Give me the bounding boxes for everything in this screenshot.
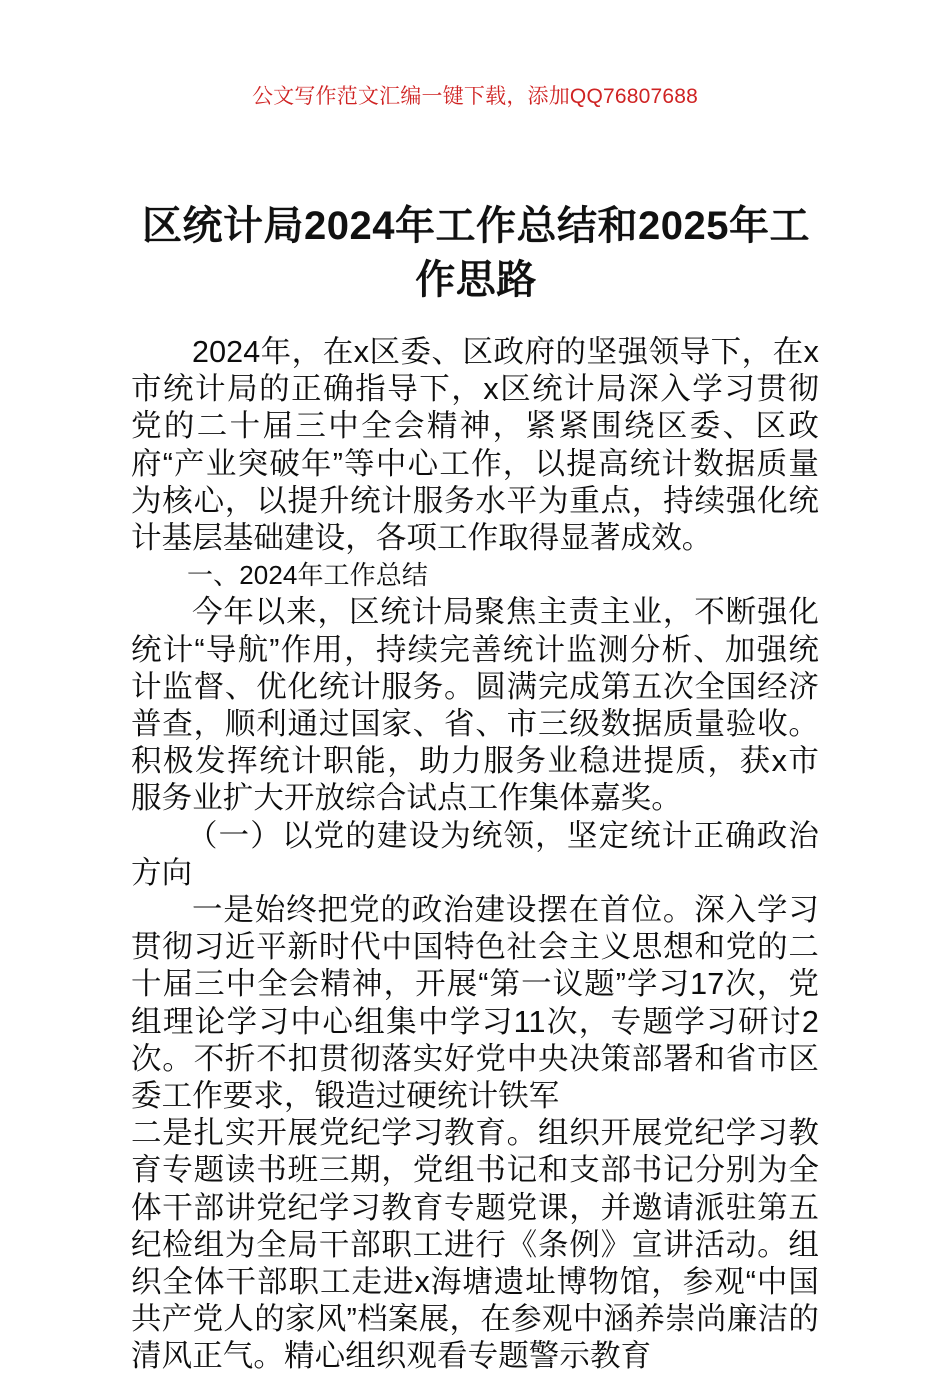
page-title: 区统计局2024年工作总结和2025年工作思路 [142, 203, 810, 302]
paragraph-intro: 2024年，在x区委、区政府的坚强领导下，在x市统计局的正确指导下，x区统计局深入学习贯彻党的二十届三中全会精神，紧紧围绕区委、区政府“产业突破年”等中心工作，以提高统计数据质量为核心，以提升统计服务水平为重点，持续强化统计基层基础建设，各项工作取得显著成效。 [131, 335, 819, 556]
paragraph-point-2: 二是扎实开展党纪学习教育。组织开展党纪学习教育专题读书班三期，党组书记和支部书记分别为全体干部讲党纪学习教育专题党课，并邀请派驻第五纪检组为全局干部职工进行《条例》宣讲活动。组织全体干部职工走进x海塘遗址博物馆，参观“中国共产党人的家风”档案展，在参观中涵养崇尚廉洁的清风正气。精心组织观看专题警示教育 [131, 1116, 819, 1374]
paragraph-overview: 今年以来，区统计局聚焦主责主业，不断强化统计“导航”作用，持续完善统计监测分析、加强统计监督、优化统计服务。圆满完成第五次全国经济普查，顺利通过国家、省、市三级数据质量验收。积极发挥统计职能，助力服务业稳进提质，获x市服务业扩大开放综合试点工作集体嘉奖。 [131, 595, 819, 816]
heading-section-1: 一、2024年工作总结 [187, 560, 428, 591]
heading-subsection-1: （一）以党的建设为统领，坚定统计正确政治方向 [131, 818, 819, 890]
document-body [131, 334, 819, 1376]
promo-watermark-text: 公文写作范文汇编一键下载，添加QQ76807688 [251, 85, 699, 108]
paragraph-point-1: 一是始终把党的政治建设摆在首位。深入学习贯彻习近平新时代中国特色社会主义思想和党的二十届三中全会精神，开展“第一议题”学习17次，党组理论学习中心组集中学习11次，专题学习研讨2次。不折不扣贯彻落实好党中央决策部署和省市区委工作要求，锻造过硬统计铁军 [131, 893, 819, 1114]
